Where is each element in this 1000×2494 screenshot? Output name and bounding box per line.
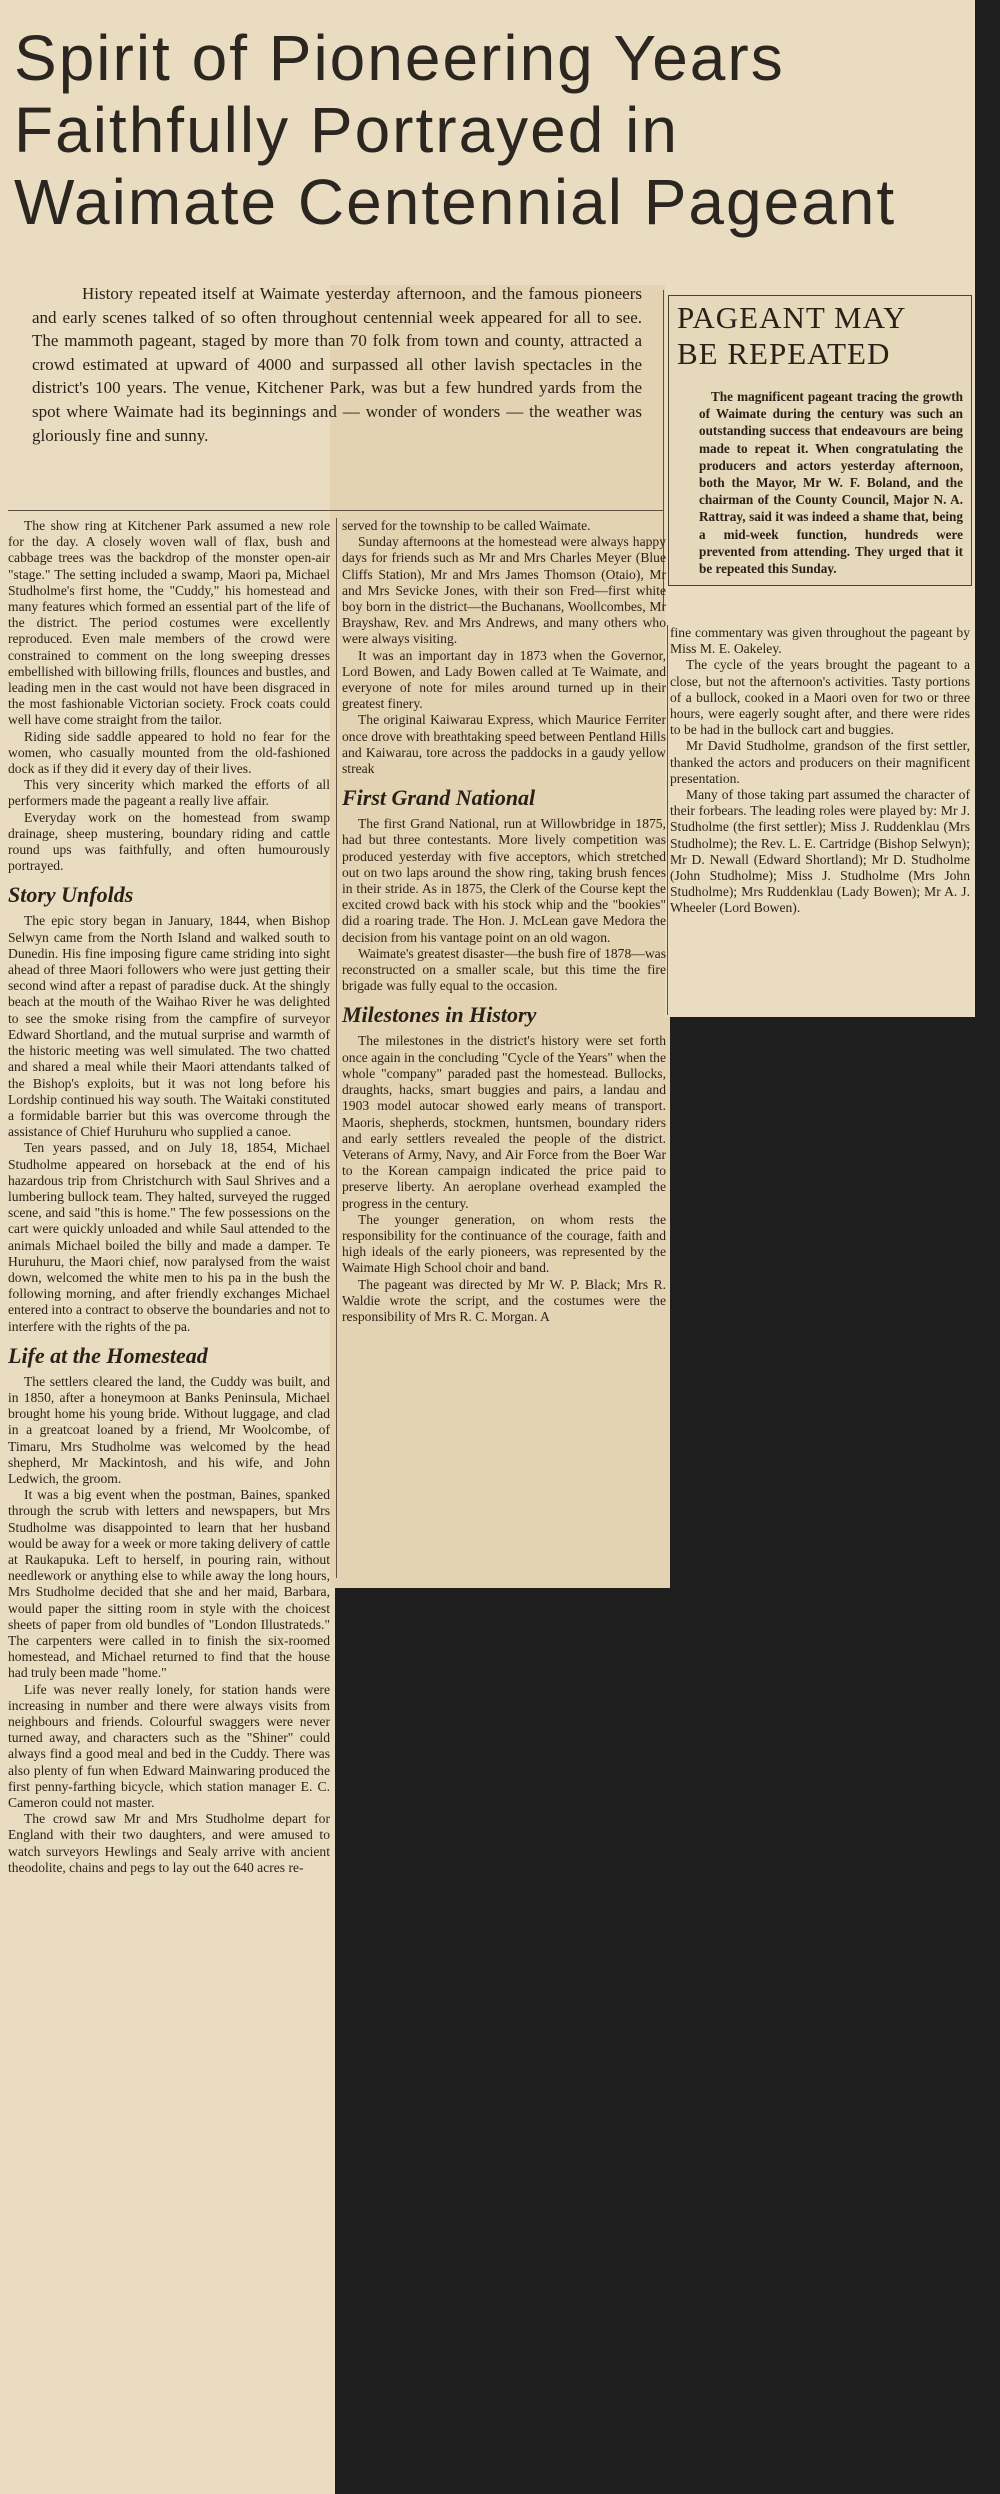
paragraph: The cycle of the years brought the pageant to a close, but not the afternoon's activities. Tasty portions of a bullock, cooked in a Maori oven for two or three hours, were eagerly sought after, and there were rides to be had in the bullock cart and buggies.: [670, 657, 970, 738]
paragraph: Sunday afternoons at the homestead were always happy days for friends such as Mr and Mrs Charles Meyer (Blue Cliffs Station), Mr and Mrs James Thomson (Otaio), Mr and Mrs Sevicke Jones, with their son Fred—first white boy born in the district—the Buchanans, Woollcombes, Mr Brayshaw, Rev. and Mrs Andrews, and many others who were always visiting.: [342, 534, 666, 647]
sidebar-title-line-1: PAGEANT MAY: [677, 300, 907, 335]
paragraph: fine commentary was given throughout the pageant by Miss M. E. Oakeley.: [670, 625, 970, 657]
paragraph: The epic story began in January, 1844, when Bishop Selwyn came from the North Island and walked south to Dunedin. His fine imposing figure came striding into sight ahead of three Maori followers who were just getting their second wind after a repast of paradise duck. At the shingly beach at the mouth of the Waihao River he was delighted to see the smoke rising from the campfire of surveyor Edward Shortland, and the mutual surprise and warmth of the historic meeting was well simulated. The two chatted and shared a meal while their Maori attendants talked of the Bishop's exploits, but it was not long before his Lordship continued his way south. The Waitaki constituted a formidable barrier but this was overcome through the assistance of Chief Huruhuru who supplied a canoe.: [8, 913, 330, 1140]
subheading-life-at-the-homestead: Life at the Homestead: [8, 1342, 208, 1368]
headline-line-1: Spirit of Pioneering Years: [14, 22, 785, 94]
column-divider-2: [667, 625, 668, 1015]
paragraph: The pageant was directed by Mr W. P. Black; Mrs R. Waldie wrote the script, and the costumes were the responsibility of Mrs R. C. Morgan. A: [342, 1276, 666, 1324]
article-column-2: [342, 518, 666, 1325]
intro-paragraph: History repeated itself at Waimate yesterday afternoon, and the famous pioneers and early scenes talked of so often throughout centennial week appeared for all to see. The mammoth pageant, staged by more than 70 folk from town and county, attracted a crowd estimated at upward of 4000 and surpassed all other lavish spectacles in the district's 100 years. The venue, Kitchener Park, was but a few hundred yards from the spot where Waimate had its beginnings and — wonder of wonders — the weather was gloriously fine and sunny.: [32, 284, 642, 445]
headline: [14, 22, 969, 238]
intro-divider: [8, 510, 663, 511]
paragraph: Everyday work on the homestead from swamp drainage, sheep mustering, boundary riding and cattle round ups was faithfully, and often humourously portrayed.: [8, 809, 330, 874]
paragraph: Mr David Studholme, grandson of the first settler, thanked the actors and producers on their magnificent presentation.: [670, 738, 970, 786]
subheading-milestones-in-history: Milestones in History: [342, 1002, 537, 1028]
paragraph: The show ring at Kitchener Park assumed a new role for the day. A closely woven wall of flax, bush and cabbage trees was the backdrop of the monster open-air "stage." The setting included a swamp, Maori pa, Michael Studholme's first home, the "Cuddy," his homestead and many features which formed an essential part of the life of the district. The period costumes were excellently reproduced. Even male members of the crowd were constrained to comment on the long sweeping dresses embellished with billowing frills, flounces and bustles, and leading men in the cast would not have been disgraced in the most fashionable Victorian society. Frock coats could well have come straight from the tailor.: [8, 518, 330, 728]
paragraph: Life was never really lonely, for station hands were increasing in number and there were always visits from neighbours and friends. Colourful swaggers were never turned away, and characters such as the "Shiner" could always find a good meal and bed in the Cuddy. There was also plenty of fun when Edward Mainwaring produced the first penny-farthing bicycle, which station manager E. C. Cameron could not master.: [8, 1681, 330, 1811]
subheading-first-grand-national: First Grand National: [342, 785, 536, 811]
column-divider-1: [336, 518, 337, 1578]
article-column-3: [670, 625, 970, 917]
headline-line-2: Faithfully Portrayed in: [14, 94, 679, 166]
sidebar-body: The magnificent pageant tracing the growth of Waimate during the century was such an outstanding success that endeavours are being made to repeat it. When congratulating the producers and actors yesterday afternoon, both the Mayor, Mr W. F. Boland, and the chairman of the County Council, Major N. A. Rattray, said it was indeed a shame that, being a mid-week function, hundreds were prevented from attending. They urged that it be repeated this Sunday.: [699, 389, 963, 577]
sidebar-title: [669, 296, 971, 382]
paragraph: The first Grand National, run at Willowbridge in 1875, had but three contestants. More lively competition was produced yesterday with five acceptors, which stretched out on two laps around the show ring, taking brush fences in their stride. As in 1875, the Clerk of the Course kept the excited crowd back with his stock whip and the "bookies" did a roaring trade. The Hon. J. McLean gave Medora the decision from his vantage point on an old wagon.: [342, 816, 666, 945]
paragraph: It was an important day in 1873 when the Governor, Lord Bowen, and Lady Bowen called at Te Waimate, and everyone of note for miles around turned up in their greatest finery.: [342, 647, 666, 712]
paragraph: Riding side saddle appeared to hold no fear for the women, who casually mounted from the old-fashioned dock as if they did it every day of their lives.: [8, 728, 330, 777]
paragraph: The younger generation, on whom rests the responsibility for the continuance of the courage, faith and high ideals of the early pioneers, was represented by the Waimate High School choir and band.: [342, 1211, 666, 1276]
article-column-1: [8, 518, 330, 1876]
paragraph: Many of those taking part assumed the character of their forbears. The leading roles were played by: Mr J. Studholme (the first settler); Miss J. Ruddenklau (Mrs Studholme); the Rev. L. E. Cartridge (Bishop Selwyn); Mr D. Newall (Edward Shortland); Mr D. Studholme (John Studholme); Miss J. Studholme (Mrs John Studholme); Mrs Ruddenklau (Lady Bowen); Mr A. J. Wheeler (Lord Bowen).: [670, 787, 970, 916]
sidebar-pageant-may-be-repeated: [668, 295, 972, 586]
paragraph: Waimate's greatest disaster—the bush fire of 1878—was reconstructed on a smaller scale, but this time the fire brigade was fully equal to the occasion.: [342, 945, 666, 994]
paragraph: The original Kaiwarau Express, which Maurice Ferriter once drove with breathtaking speed between Pentland Hills and Kaiwarau, tore across the paddocks in a gaudy yellow streak: [342, 712, 666, 777]
paragraph: The milestones in the district's history were set forth once again in the concluding "Cycle of the Years" when the whole "company" paraded past the homestead. Bullocks, draughts, hacks, smart buggies and pairs, a landau and 1903 model autocar showed early means of transport. Maoris, shepherds, stockmen, huntsmen, boundary riders and early settlers revealed the people of the district. Veterans of Army, Navy, and Air Force from the Boer War to the Korean campaign indicated the price paid to preserve liberty. An aeroplane overhead exampled the progress in the century.: [342, 1033, 666, 1211]
subheading-story-unfolds: Story Unfolds: [8, 882, 134, 908]
paragraph: This very sincerity which marked the efforts of all performers made the pageant a really live affair.: [8, 777, 330, 809]
headline-line-3: Waimate Centennial Pageant: [14, 166, 897, 238]
paragraph: The crowd saw Mr and Mrs Studholme depart for England with their two daughters, and were amused to watch surveyors Hewlings and Sealy arrive with ancient theodolite, chains and pegs to lay out the 640 acres re-: [8, 1811, 330, 1875]
paragraph: It was a big event when the postman, Baines, spanked through the scrub with letters and newspapers, but Mrs Studholme was disappointed to learn that her husband would be away for a week or more taking delivery of cattle at Raukapuka. Left to herself, in pouring rain, without needlework or anything else to while away the long hours, Mrs Studholme decided that she and her maid, Barbara, would paper the sitting room in style with the choicest sheets of paper from old bundles of "London Illustrateds." The carpenters were called in to finish the six-roomed homestead, and Michael returned to find that the house had truly been made "home.": [8, 1487, 330, 1681]
sidebar-title-line-2: BE REPEATED: [677, 336, 891, 371]
paragraph: served for the township to be called Waimate.: [342, 518, 591, 533]
paragraph: The settlers cleared the land, the Cuddy was built, and in 1850, after a honeymoon at Banks Peninsula, Michael brought home his young bride. Without luggage, and clad in a greatcoat loaned by a friend, Mr Woolcombe, of Timaru, Mrs Studholme was welcomed by the head shepherd, Mr Mackintosh, and his wife, and John Ledwich, the groom.: [8, 1373, 330, 1486]
paragraph: Ten years passed, and on July 18, 1854, Michael Studholme appeared on horseback at the end of his hazardous trip from Christchurch with Saul Shrives and a lumbering bullock team. They halted, surveyed the rugged scene, and said "this is home." The few possessions on the cart were quickly unloaded and while Saul attended to the animals Michael boiled the billy and made a damper. Te Huruhuru, the Maori chief, now paralysed from the waist down, welcomed the white men to his pa in the bush the following morning, and after friendly exchanges Michael entered into a contract to observe the boundaries and not to interfere with the rights of the pa.: [8, 1140, 330, 1334]
